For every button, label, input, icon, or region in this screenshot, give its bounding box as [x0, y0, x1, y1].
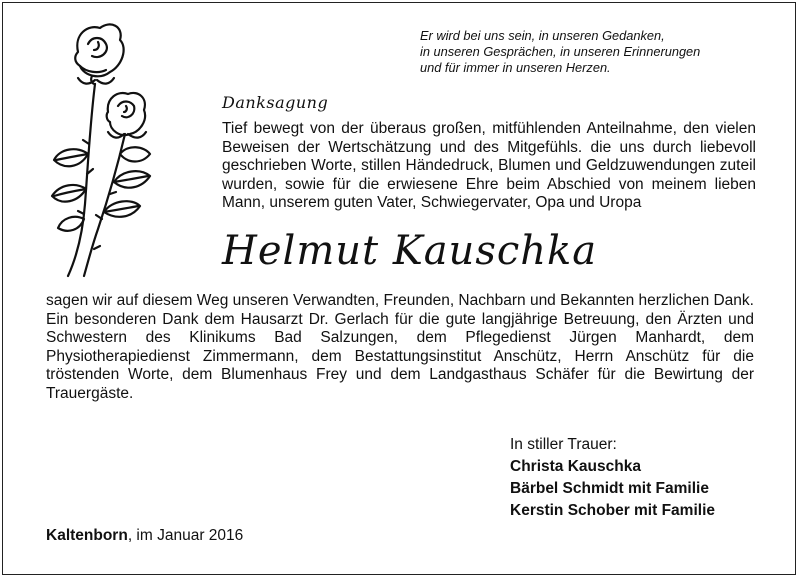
- body-paragraph: Ein besonderen Dank dem Hausarzt Dr. Gerlach für die gute langjährige Betreuung, den Ärzten und Schwestern des Klinikums Bad Salzungen, dem Pflegedienst Jürgen Manhardt, dem Physiotherapiedienst Zimmermann, dem Bestattungsinstitut Anschütz, Herrn Anschütz für die tröstenden Worte, dem Blumenhaus Frey und dem Landgasthaus Schäfer für die Bewirtung der Trauergäste.: [46, 310, 754, 402]
- rose-icon: [40, 14, 175, 284]
- place-date: [46, 527, 243, 545]
- mourners-block: [510, 434, 715, 522]
- quote-line: in unseren Gesprächen, in unseren Erinnerungen: [420, 44, 701, 59]
- date-text: , im Januar 2016: [127, 527, 244, 544]
- mourner-name: Kerstin Schober mit Familie: [510, 502, 715, 519]
- deceased-name: Helmut Kauschka: [222, 228, 598, 274]
- place-name: Kaltenborn: [46, 527, 128, 544]
- thanks-paragraph: Tief bewegt von der überaus großen, mitfühlenden Anteilnahme, den vielen Beweisen der Wertschätzung und des Mitgefühls. die uns durch liebevoll geschrieben Worte, stillen Händedruck, Blumen und Geldzuwendungen zuteil wurden, sowie für die erwiesene Ehre beim Abschied von meinem lieben Mann, unserem guten Vater, Schwiegervater, Opa und Uropa: [222, 120, 756, 211]
- mourner-name: Bärbel Schmidt mit Familie: [510, 480, 709, 497]
- quote-line: und für immer in unseren Herzen.: [420, 60, 611, 75]
- mourners-label: In stiller Trauer:: [510, 436, 617, 453]
- mourner-name: Christa Kauschka: [510, 458, 641, 475]
- memorial-quote: [420, 28, 780, 76]
- danksagung-heading: Danksagung: [222, 93, 329, 112]
- body-text: [46, 292, 754, 403]
- quote-line: Er wird bei uns sein, in unseren Gedanken,: [420, 28, 665, 43]
- body-paragraph: sagen wir auf diesem Weg unseren Verwandten, Freunden, Nachbarn und Bekannten herzlichen Dank.: [46, 292, 754, 309]
